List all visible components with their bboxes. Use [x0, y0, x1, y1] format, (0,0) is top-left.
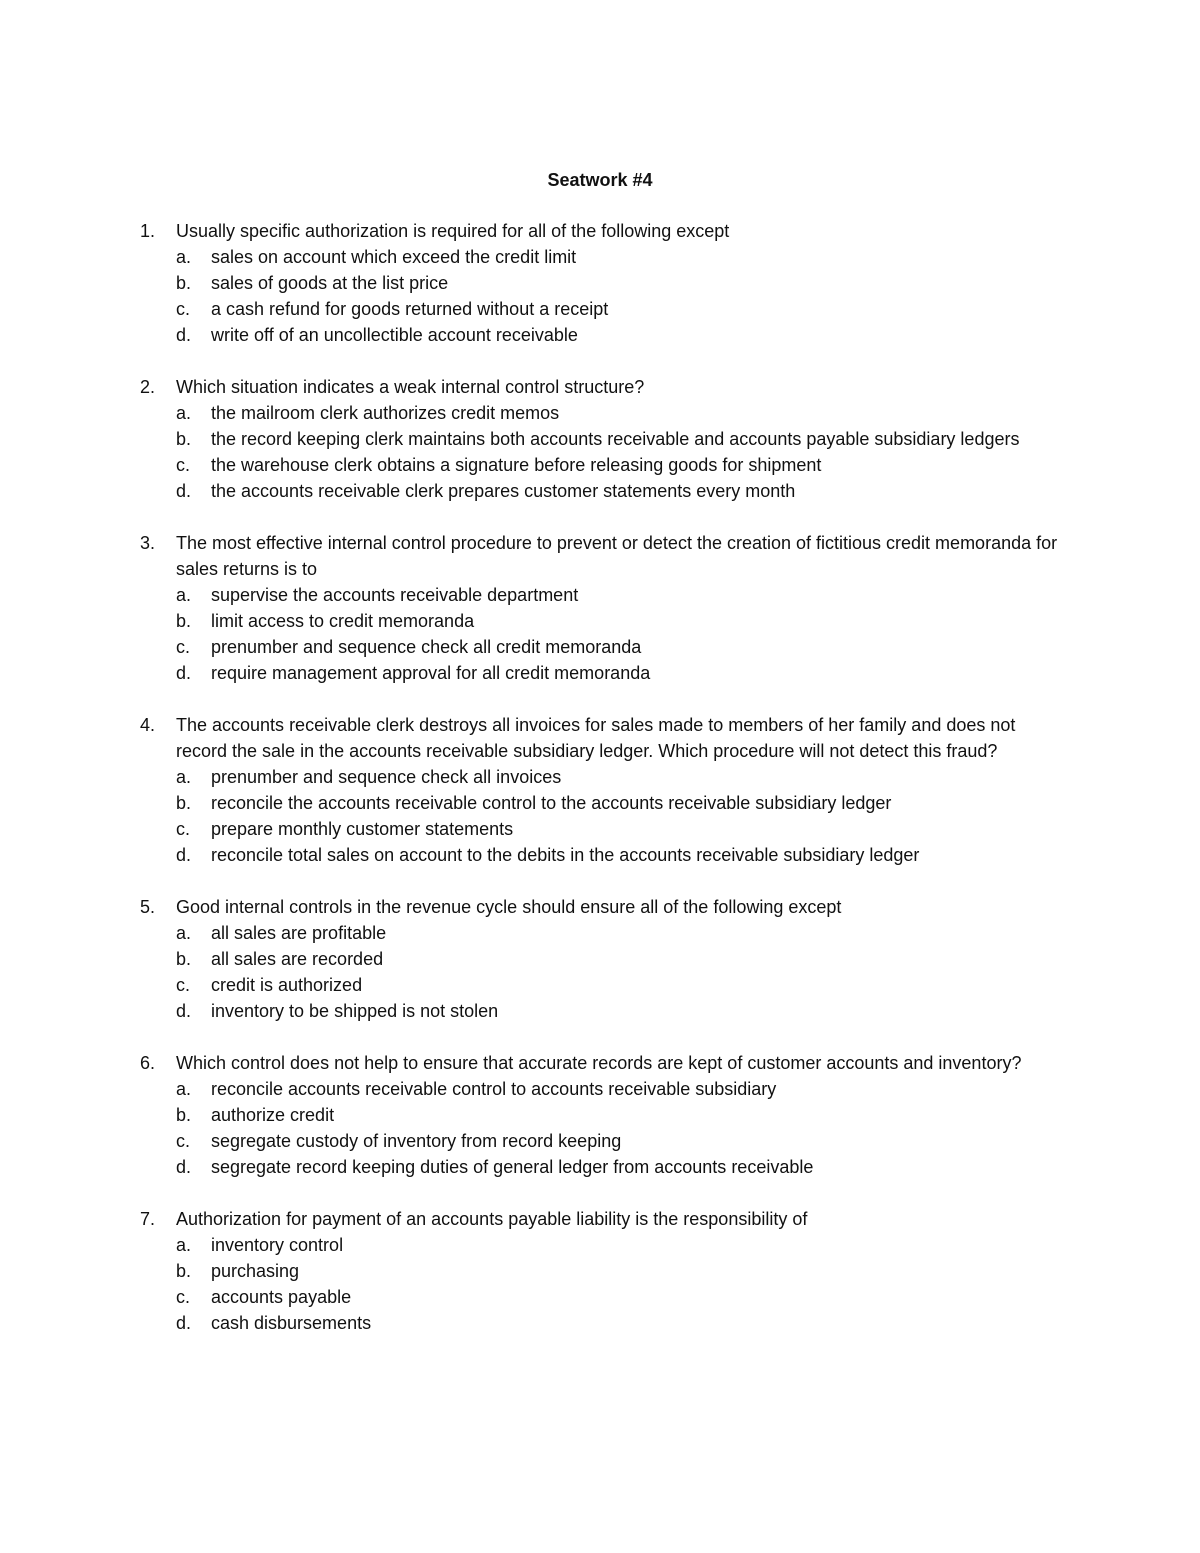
option-letter: a. — [176, 767, 192, 787]
option-letter: b. — [176, 429, 192, 449]
question-text: Usually specific authorization is required for all of the following except — [176, 221, 730, 241]
option-letter: a. — [176, 923, 192, 943]
question-text: The accounts receivable clerk destroys all invoices for sales made to members of her family and does not record the sale in the accounts receivable subsidiary ledger. Which procedure will not detect this fraud? — [176, 715, 1016, 761]
question-item — [140, 530, 1060, 686]
option-letter: d. — [176, 663, 192, 683]
option-item — [140, 244, 1060, 270]
option-item — [140, 270, 1060, 296]
option-text: supervise the accounts receivable department — [211, 585, 579, 605]
option-item — [140, 790, 1060, 816]
option-text: sales of goods at the list price — [211, 273, 449, 293]
option-letter: a. — [176, 247, 192, 267]
option-letter: a. — [176, 403, 192, 423]
option-text: accounts payable — [211, 1287, 352, 1307]
option-letter: b. — [176, 1261, 192, 1281]
option-item — [140, 1310, 1060, 1336]
question-text: Which situation indicates a weak internal control structure? — [176, 377, 645, 397]
option-item — [140, 608, 1060, 634]
option-text: the accounts receivable clerk prepares customer statements every month — [211, 481, 796, 501]
question-list — [140, 218, 1060, 1362]
option-item — [140, 452, 1060, 478]
option-text: require management approval for all credit memoranda — [211, 663, 651, 683]
option-letter: d. — [176, 845, 192, 865]
option-text: authorize credit — [211, 1105, 335, 1125]
option-text: the warehouse clerk obtains a signature before releasing goods for shipment — [211, 455, 822, 475]
option-item — [140, 816, 1060, 842]
option-text: all sales are recorded — [211, 949, 384, 969]
option-text: cash disbursements — [211, 1313, 372, 1333]
option-text: prepare monthly customer statements — [211, 819, 514, 839]
option-letter: d. — [176, 1001, 192, 1021]
option-item — [140, 426, 1060, 452]
option-text: prenumber and sequence check all invoices — [211, 767, 562, 787]
question-item — [140, 894, 1060, 1024]
option-text: reconcile accounts receivable control to accounts receivable subsidiary — [211, 1079, 777, 1099]
question-number: 5. — [140, 897, 156, 917]
option-item — [140, 1076, 1060, 1102]
question-number: 4. — [140, 715, 156, 735]
option-list — [140, 582, 1060, 686]
option-letter: c. — [176, 975, 191, 995]
option-item — [140, 660, 1060, 686]
question-item — [140, 1050, 1060, 1180]
option-text: purchasing — [211, 1261, 300, 1281]
question-item — [140, 1206, 1060, 1336]
option-letter: c. — [176, 1131, 191, 1151]
question-text: Authorization for payment of an accounts payable liability is the responsibility of — [176, 1209, 808, 1229]
option-list — [140, 764, 1060, 868]
question-number: 1. — [140, 221, 156, 241]
option-text: write off of an uncollectible account receivable — [211, 325, 578, 345]
option-letter: b. — [176, 793, 192, 813]
option-text: credit is authorized — [211, 975, 363, 995]
question-number: 2. — [140, 377, 156, 397]
option-item — [140, 1232, 1060, 1258]
option-text: inventory to be shipped is not stolen — [211, 1001, 499, 1021]
option-list — [140, 1232, 1060, 1336]
option-letter: d. — [176, 1157, 192, 1177]
option-text: reconcile the accounts receivable control to the accounts receivable subsidiary ledger — [211, 793, 892, 813]
question-number: 6. — [140, 1053, 156, 1073]
question-text: Which control does not help to ensure that accurate records are kept of customer accounts and inventory? — [176, 1053, 1022, 1073]
option-item — [140, 296, 1060, 322]
option-list — [140, 400, 1060, 504]
option-text: all sales are profitable — [211, 923, 387, 943]
option-letter: d. — [176, 1313, 192, 1333]
option-item — [140, 998, 1060, 1024]
option-item — [140, 582, 1060, 608]
option-text: a cash refund for goods returned without a receipt — [211, 299, 609, 319]
option-letter: d. — [176, 325, 192, 345]
option-letter: d. — [176, 481, 192, 501]
question-text: Good internal controls in the revenue cycle should ensure all of the following except — [176, 897, 842, 917]
option-letter: b. — [176, 273, 192, 293]
option-item — [140, 946, 1060, 972]
option-text: inventory control — [211, 1235, 344, 1255]
option-item — [140, 1154, 1060, 1180]
option-letter: a. — [176, 1079, 192, 1099]
option-item — [140, 1284, 1060, 1310]
question-item — [140, 218, 1060, 348]
option-text: sales on account which exceed the credit limit — [211, 247, 577, 267]
option-letter: a. — [176, 1235, 192, 1255]
option-letter: c. — [176, 819, 191, 839]
option-letter: b. — [176, 949, 192, 969]
option-letter: c. — [176, 637, 191, 657]
option-letter: c. — [176, 455, 191, 475]
option-letter: c. — [176, 299, 191, 319]
option-item — [140, 634, 1060, 660]
question-text: The most effective internal control procedure to prevent or detect the creation of fictitious credit memoranda for sales returns is to — [176, 533, 1058, 579]
question-item — [140, 374, 1060, 504]
option-text: segregate record keeping duties of general ledger from accounts receivable — [211, 1157, 814, 1177]
option-item — [140, 972, 1060, 998]
option-letter: c. — [176, 1287, 191, 1307]
option-letter: b. — [176, 611, 192, 631]
option-letter: a. — [176, 585, 192, 605]
option-text: the mailroom clerk authorizes credit memos — [211, 403, 560, 423]
option-text: the record keeping clerk maintains both accounts receivable and accounts payable subsidiary ledgers — [211, 429, 1020, 449]
option-text: prenumber and sequence check all credit memoranda — [211, 637, 642, 657]
option-item — [140, 1102, 1060, 1128]
option-item — [140, 322, 1060, 348]
question-number: 7. — [140, 1209, 156, 1229]
option-list — [140, 244, 1060, 348]
document-title: Seatwork #4 — [547, 170, 653, 190]
option-item — [140, 920, 1060, 946]
option-list — [140, 1076, 1060, 1180]
option-text: segregate custody of inventory from record keeping — [211, 1131, 622, 1151]
question-number: 3. — [140, 533, 156, 553]
option-item — [140, 400, 1060, 426]
option-item — [140, 764, 1060, 790]
option-item — [140, 842, 1060, 868]
option-item — [140, 1258, 1060, 1284]
option-list — [140, 920, 1060, 1024]
option-item — [140, 478, 1060, 504]
question-item — [140, 712, 1060, 868]
option-item — [140, 1128, 1060, 1154]
option-letter: b. — [176, 1105, 192, 1125]
option-text: limit access to credit memoranda — [211, 611, 475, 631]
option-text: reconcile total sales on account to the debits in the accounts receivable subsidiary ledger — [211, 845, 920, 865]
